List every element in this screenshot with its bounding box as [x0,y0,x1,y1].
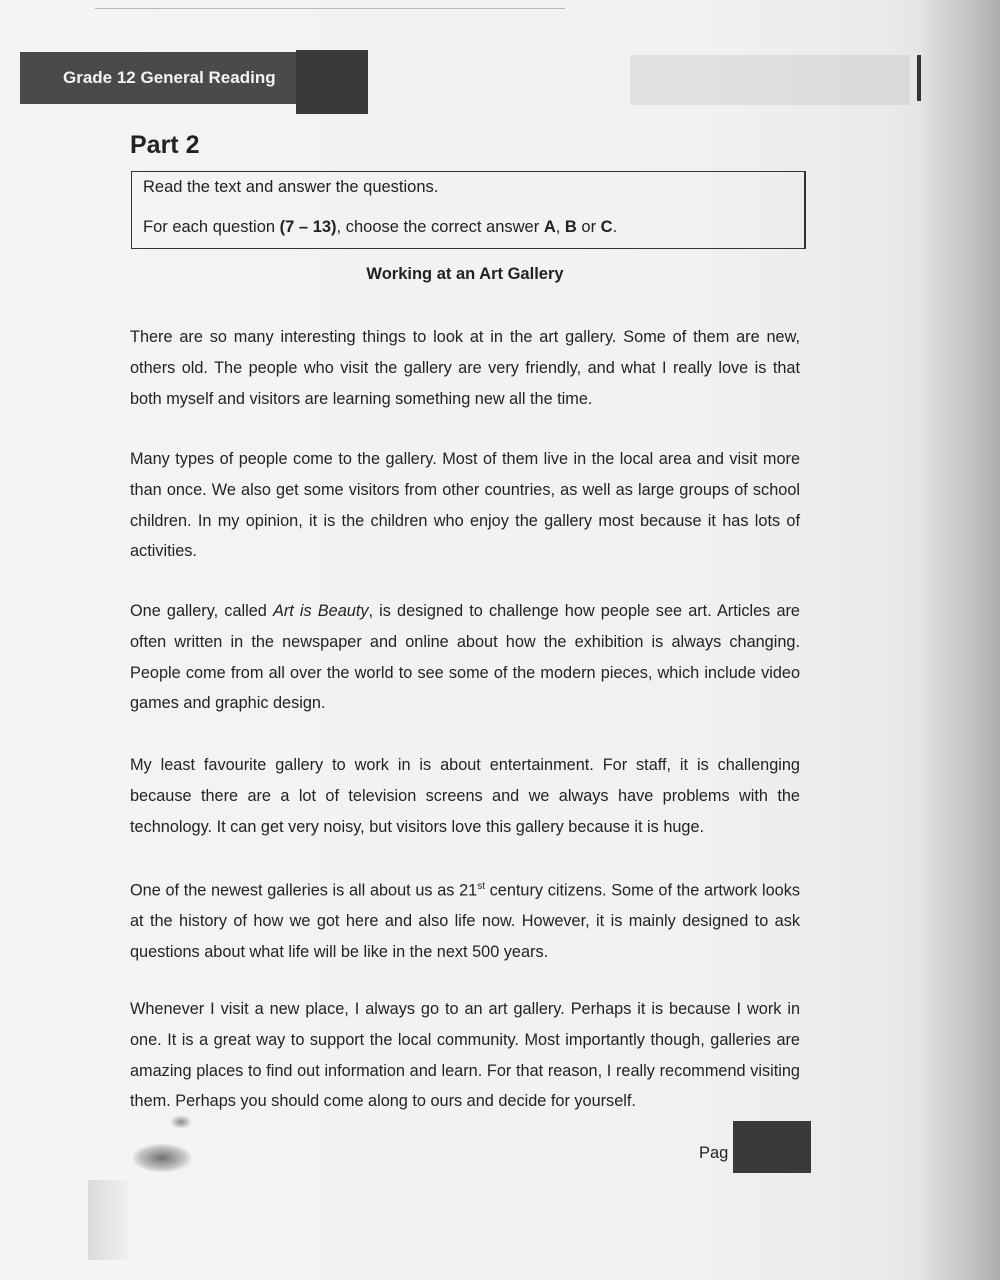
option-c: C [600,218,613,236]
separator: , [555,218,565,236]
header-tab-block [296,50,368,114]
top-rule [95,8,565,9]
paragraph-text: One of the newest galleries is all about us as 21 [130,881,478,900]
gallery-name: Art is Beauty [272,602,369,620]
ink-smudge [170,1115,192,1129]
paragraph-text: One gallery, called [130,602,273,620]
ink-smudge [133,1144,191,1172]
paragraph-5 [130,872,800,968]
paragraph-text: century citizens. Some of the artwork looks at the history of how we got here and also life now. However, it is mainly designed to ask questions about what life will be like in the next 500 years. [130,881,801,962]
edge-mark [917,55,921,101]
option-b: B [564,218,577,236]
instruction-text: For each question [143,218,280,236]
instruction-line-2 [143,218,617,237]
paragraph-6: Whenever I visit a new place, I always go to an art gallery. Perhaps it is because I work in one. It is a great way to support the local community. Most importantly though, galleries are amazing places to find out information and learn. For that reason, I really recommend visiting them. Perhaps you should come along to ours and decide for yourself. [130,1000,800,1111]
bleed-through-band [630,55,910,105]
article-title: Working at an Art Gallery [366,265,564,283]
option-a: A [543,218,556,236]
paragraph-2: Many types of people come to the gallery. Most of them live in the local area and visit more than once. We also get some visitors from other countries, as well as large groups of school children. In my opinion, it is the children who enjoy the gallery most because it has lots of activities. [130,450,800,561]
part-title: Part 2 [130,131,200,159]
course-label: Grade 12 General Reading [63,68,276,87]
paragraph-3 [130,596,800,719]
instruction-text: , choose the correct answer [336,218,544,236]
scan-artifact [88,1180,128,1260]
ordinal-suffix: st [477,881,485,892]
question-range: (7 – 13) [279,218,337,236]
separator: . [612,218,618,236]
paragraph-1: There are so many interesting things to look at in the art gallery. Some of them are new, others old. The people who visit the gallery are very friendly, and what I really love is that both myself and visitors are learning something new all the time. [130,328,800,408]
separator: or [576,218,601,236]
redaction-block [733,1121,811,1173]
paragraph-text: , is designed to challenge how people see art. Articles are often written in the newspaper and online about how the exhibition is always changing. People come from all over the world to see some of the modern pieces, which include video games and graphic design. [130,602,800,713]
page-number-label: Pag [699,1144,729,1162]
paragraph-4: My least favourite gallery to work in is about entertainment. For staff, it is challenging because there are a lot of television screens and we always have problems with the technology. It can get very noisy, but visitors love this gallery because it is huge. [130,756,800,836]
instruction-line-1: Read the text and answer the questions. [143,178,439,196]
scan-edge-shadow [920,0,1000,1280]
course-header [20,52,300,104]
